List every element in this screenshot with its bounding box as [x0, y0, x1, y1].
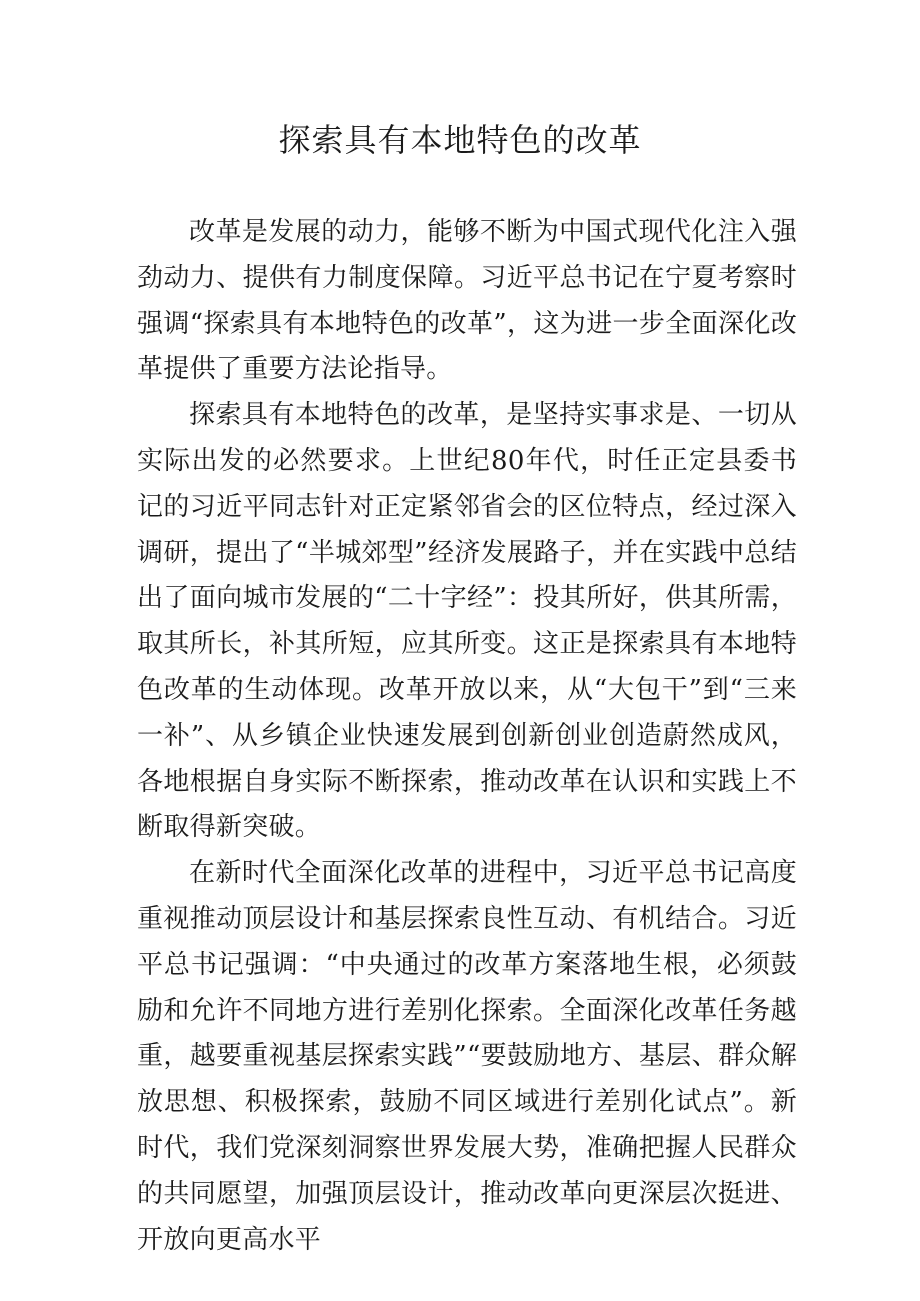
document-title: 探索具有本地特色的改革 — [278, 121, 642, 159]
paragraph: 在新时代全面深化改革的进程中，习近平总书记高度重视推动顶层设计和基层探索良性互动、有机结合。习近平总书记强调：“中央通过的改革方案落地生根，必须鼓励和允许不同地方进行差别化探索。全面深化改革任务越重，越要重视基层探索实践”“要鼓励地方、基层、群众解放思想、积极探索，鼓励不同区域进行差别化试点”。新时代，我们党深刻洞察世界发展大势，准确把握人民群众的共同愿望，加强顶层设计，推动改革向更深层次挺进、开放向更高水平 — [137, 858, 797, 1255]
paragraph: 探索具有本地特色的改革，是坚持实事求是、一切从实际出发的必然要求。上世纪80年代，时任正定县委书记的习近平同志针对正定紧邻省会的区位特点，经过深入调研，提出了“半城郊型”经济发展路子，并在实践中总结出了面向城市发展的“二十字经”：投其所好，供其所需，取其所长，补其所短，应其所变。这正是探索具有本地特色改革的生动体现。改革开放以来，从“大包干”到“三来一补”、从乡镇企业快速发展到创新创业创造蔚然成风，各地根据自身实际不断探索，推动改革在认识和实践上不断取得新突破。 — [137, 400, 797, 843]
document-body — [137, 210, 797, 1263]
paragraph: 改革是发展的动力，能够不断为中国式现代化注入强劲动力、提供有力制度保障。习近平总书记在宁夏考察时强调“探索具有本地特色的改革”，这为进一步全面深化改革提供了重要方法论指导。 — [137, 217, 797, 385]
